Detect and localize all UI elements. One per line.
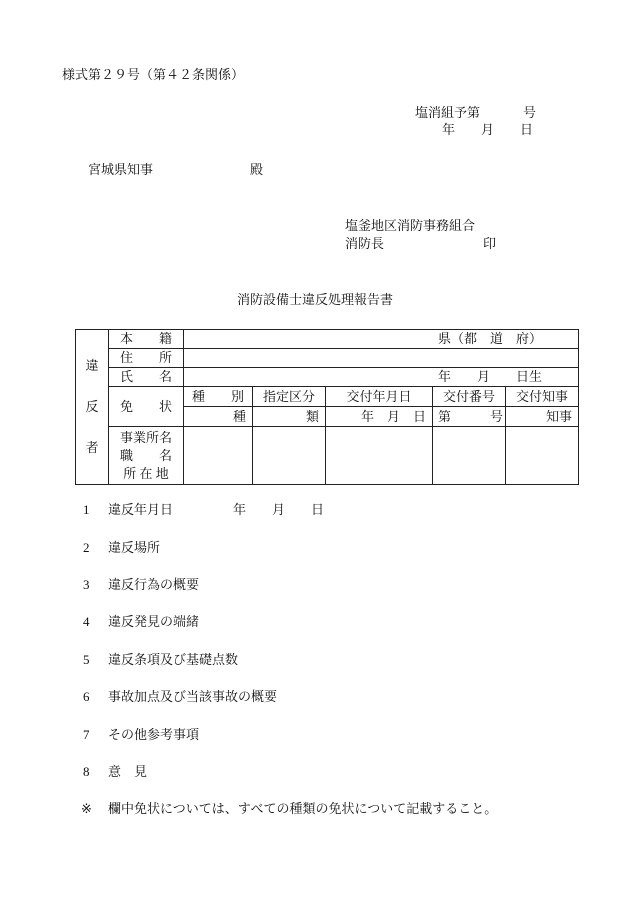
job-title-label: 職 名 xyxy=(119,447,172,463)
offender-char: 者 xyxy=(85,440,99,455)
workplace-cell xyxy=(506,427,579,485)
sender-seal: 印 xyxy=(483,236,497,251)
workplace-label xyxy=(109,427,184,485)
workplace-cell xyxy=(433,427,506,485)
offender-char: 反 xyxy=(85,399,99,414)
item-number: 3 xyxy=(83,577,90,592)
form-number: 様式第２９号（第４２条関係） xyxy=(62,67,245,82)
violation-date-blank: 年 月 日 xyxy=(233,502,325,517)
document-date: 年 月 日 xyxy=(442,122,534,137)
license-issue-number-field: 第 号 xyxy=(433,407,506,427)
item-label: 違反行為の概要 xyxy=(108,577,200,592)
item-number: 2 xyxy=(83,540,90,555)
workplace-cell xyxy=(253,427,326,485)
note-mark: ※ xyxy=(81,801,92,816)
item-label: 違反条項及び基礎点数 xyxy=(108,652,239,667)
item-number: 7 xyxy=(83,727,90,742)
item-number: 5 xyxy=(83,652,90,667)
item-label: 違反年月日 xyxy=(108,502,174,517)
item-label: 違反場所 xyxy=(108,540,161,555)
domicile-field: 県（都 道 府） xyxy=(184,330,579,349)
item-label: 違反発見の端緒 xyxy=(108,614,200,629)
offender-table xyxy=(75,329,579,485)
license-issuing-governor-field: 知事 xyxy=(506,407,579,427)
license-type-field: 種 xyxy=(184,407,253,427)
offender-char: 違 xyxy=(85,358,99,373)
item-number: 4 xyxy=(83,614,90,629)
license-category-field: 類 xyxy=(253,407,326,427)
addressee-honorific: 殿 xyxy=(250,162,264,177)
workplace-cell xyxy=(326,427,433,485)
sender-title: 消防長 xyxy=(345,236,385,251)
workplace-name-label: 事業所名 xyxy=(119,429,172,445)
addressee-name: 宮城県知事 xyxy=(88,162,154,177)
workplace-location-label: 所 在 地 xyxy=(123,465,169,481)
license-label: 免 状 xyxy=(109,387,184,427)
document-number-suffix: 号 xyxy=(523,105,537,120)
item-label: 意 見 xyxy=(108,764,148,779)
note-text: 欄中免状については、すべての種類の免状について記載すること。 xyxy=(108,801,498,816)
license-header-type: 種 別 xyxy=(184,387,253,407)
license-header-issue-date: 交付年月日 xyxy=(326,387,433,407)
name-label: 氏 名 xyxy=(109,368,184,387)
license-header-category: 指定区分 xyxy=(253,387,326,407)
item-label: その他参考事項 xyxy=(108,727,200,742)
offender-label-cell xyxy=(76,330,109,485)
item-number: 6 xyxy=(83,689,90,704)
document-title: 消防設備士違反処理報告書 xyxy=(236,292,393,307)
workplace-cell xyxy=(184,427,253,485)
item-number: 1 xyxy=(83,502,90,517)
sender-organization: 塩釜地区消防事務組合 xyxy=(345,218,476,233)
license-issue-date-field: 年 月 日 xyxy=(326,407,433,427)
item-number: 8 xyxy=(83,764,90,779)
license-header-issue-number: 交付番号 xyxy=(433,387,506,407)
address-field xyxy=(184,349,579,368)
domicile-label: 本 籍 xyxy=(109,330,184,349)
name-birthdate-field: 年 月 日生 xyxy=(184,368,579,387)
document-number-prefix: 塩消組予第 xyxy=(415,105,481,120)
address-label: 住 所 xyxy=(109,349,184,368)
item-label: 事故加点及び当該事故の概要 xyxy=(108,689,278,704)
license-header-issuing-governor: 交付知事 xyxy=(506,387,579,407)
